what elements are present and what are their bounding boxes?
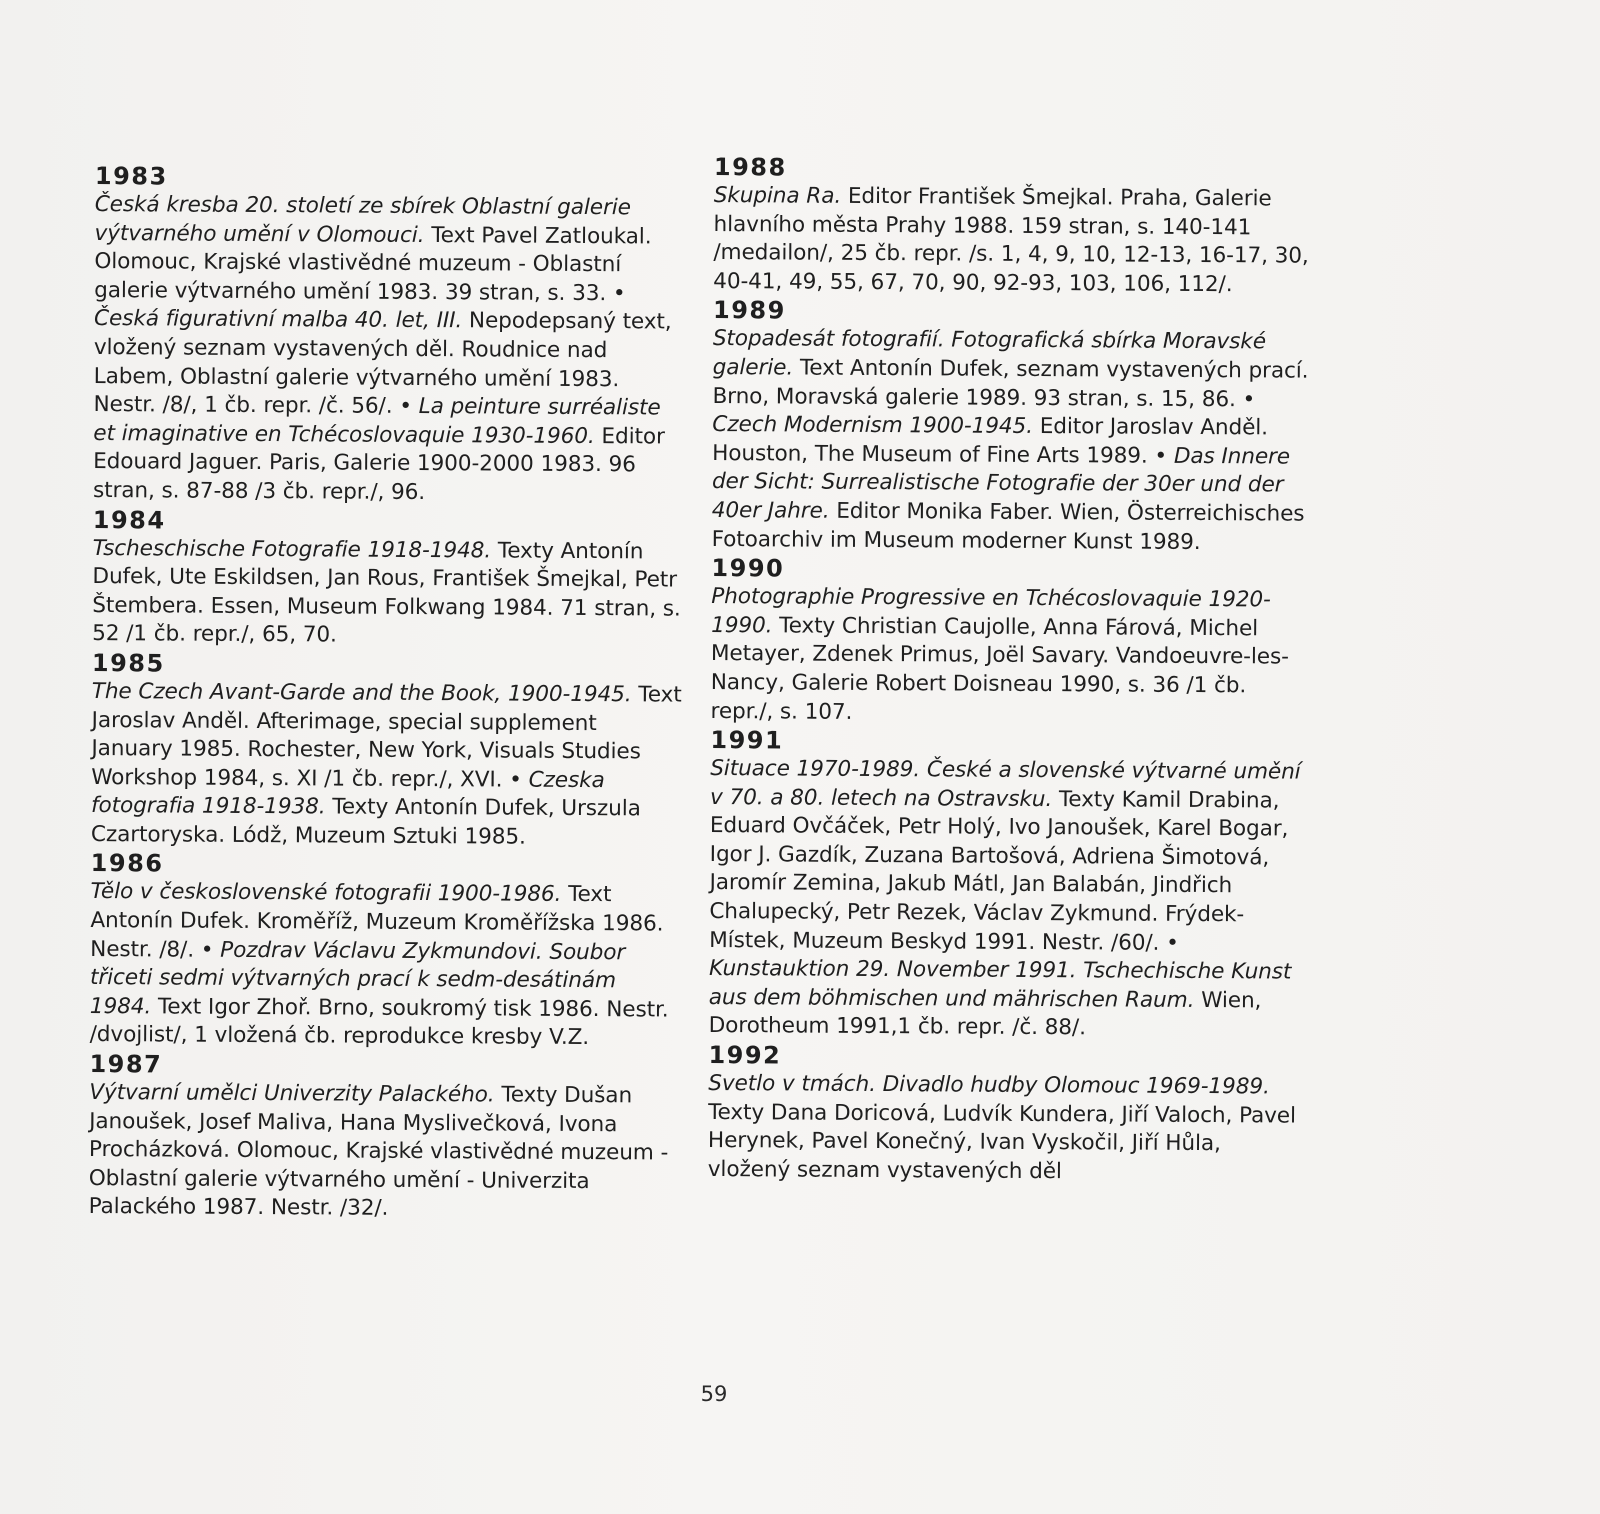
title-segment: La peinture surréaliste et imaginative en Tchécoslovaquie 1930-1960.	[93, 394, 661, 449]
title-segment: Stopadesát fotografií. Fotografická sbírka Moravské galerie.	[712, 326, 1267, 381]
title-segment: The Czech Avant-Garde and the Book, 1900-1945.	[91, 678, 632, 708]
text-segment: Texty Dušan Janoušek, Josef Maliva, Hana Myslivečková, Ivona Procházková. Olomouc, Krajské vlastivědné muzeum - Oblastní galerie výtvarného umění - Univerzita Palackého 1987. Nestr. /32/.	[88, 1082, 669, 1222]
text-segment: Texty Kamil Drabina, Eduard Ovčáček, Petr Holý, Ivo Janoušek, Karel Bogar, Igor J. Gazdík, Zuzana Bartošová, Adriena Šimotová, Jaromír Zemina, Jakub Mátl, Jan Balabán, Jindřich Chalupecký, Petr Rezek, Václav Zykmund. Frýdek-Místek, Muzeum Beskyd 1991. Nestr. /60/. •	[709, 786, 1289, 956]
entry-text	[89, 1079, 680, 1226]
entry-text	[91, 678, 682, 853]
text-segment: Text Antonín Dufek, seznam vystavených prací. Brno, Moravská galerie 1989. 93 stran, s. 15, 86. •	[712, 355, 1309, 412]
text-segment: Texty Dana Doricová, Ludvík Kundera, Jiří Valoch, Pavel Herynek, Pavel Konečný, Ivan Vyskočil, Jiří Hůla, vložený seznam vystavených děl	[707, 1099, 1296, 1184]
text-segment: Text Antonín Dufek. Kroměříž, Muzeum Kroměřížska 1986. Nestr. /8/. •	[90, 882, 664, 963]
title-segment: Tscheschische Fotografie 1918-1948.	[92, 535, 492, 563]
text-segment: Texty Antonín Dufek, Ute Eskildsen, Jan Rous, František Šmejkal, Petr Štembera. Essen, Museum Folkwang 1984. 71 stran, s. 52 /1 čb. repr./, 65, 70.	[92, 537, 681, 648]
entry-text	[92, 535, 683, 653]
year-heading: 1989	[712, 296, 786, 325]
title-segment: Pozdrav Václavu Zykmundovi. Soubor třiceti sedmi výtvarných prací k sedm-desátinám 1984.	[89, 937, 626, 1020]
right-column	[708, 153, 1314, 1188]
entry-1992	[708, 1041, 1309, 1188]
year-heading: 1988	[713, 153, 787, 182]
year-heading: 1992	[708, 1041, 782, 1070]
year-heading: 1986	[90, 849, 164, 878]
title-segment: Svetlo v tmách. Divadlo hudby Olomouc 1969-1989.	[708, 1071, 1270, 1100]
entry-1984	[92, 506, 683, 653]
entry-1989	[712, 296, 1314, 557]
text-segment: Wien, Dorotheum 1991,1 čb. repr. /č. 88/.	[708, 987, 1262, 1041]
text-segment: Editor Monika Faber. Wien, Österreichisches Fotoarchiv im Museum moderner Kunst 1989.	[711, 498, 1305, 555]
entry-1991	[709, 726, 1311, 1045]
left-column	[89, 162, 685, 1226]
text-segment: Text Jaroslav Anděl. Afterimage, special supplement January 1985. Rochester, New York, Visuals Studies Workshop 1984, s. XI /1 čb. repr./, XVI. •	[91, 682, 682, 793]
title-segment: Skupina Ra.	[713, 182, 842, 209]
text-segment: Editor Jaroslav Anděl. Houston, The Museum of Fine Arts 1989. •	[712, 414, 1269, 469]
text-segment: Editor Edouard Jaguer. Paris, Galerie 1900-2000 1983. 96 stran, s. 87-88 /3 čb. repr./, 96.	[92, 423, 665, 505]
entry-text	[93, 191, 685, 509]
title-segment: Česká figurativní malba 40. let, III.	[93, 306, 463, 334]
entry-1987	[89, 1050, 680, 1226]
year-heading: 1983	[94, 162, 168, 191]
entry-text	[90, 878, 681, 1053]
text-segment: Text Igor Zhoř. Brno, soukromý tisk 1986. Nestr. /dvojlist/, 1 vložená čb. reprodukce kresby V.Z.	[89, 994, 669, 1051]
year-heading: 1984	[92, 505, 166, 534]
entry-text	[713, 182, 1314, 300]
entry-1990	[710, 554, 1311, 730]
year-heading: 1985	[91, 648, 165, 678]
title-segment: Kunstauktion 29. November 1991. Tschechische Kunst aus dem böhmischen und mährischen Raum.	[708, 956, 1292, 1013]
text-segment: Nepodepsaný text, vložený seznam vystavených děl. Roudnice nad Labem, Oblastní galerie výtvarného umění 1983. Nestr. /8/, 1 čb. repr. /č. 56/. •	[93, 308, 672, 420]
title-segment: Česká kresba 20. století ze sbírek Oblastní galerie výtvarného umění v Olomouci.	[94, 191, 631, 248]
text-segment: Texty Christian Caujolle, Anna Fárová, Michel Metayer, Zdenek Primus, Joël Savary. Vandoeuvre-les-Nancy, Galerie Robert Doisneau 1990, s. 36 /1 čb. repr./, s. 107.	[710, 613, 1289, 725]
entry-1986	[90, 849, 681, 1053]
title-segment: Výtvarní umělci Univerzity Palackého.	[89, 1080, 495, 1108]
text-segment: Editor František Šmejkal. Praha, Galerie hlavního města Prahy 1988. 159 stran, s. 140-141 /medailon/, 25 čb. repr. /s. 1, 4, 9, 10, 12-13, 16-17, 30, 40-41, 49, 55, 67, 70, 90, 92-93, 103, 106, 112/.	[713, 183, 1309, 297]
entry-1985	[91, 649, 682, 853]
text-segment: Texty Antonín Dufek, Urszula Czartoryska. Lódž, Muzeum Sztuki 1985.	[90, 794, 641, 850]
title-segment: Das Innere der Sicht: Surrealistische Fotografie der 30er und der 40er Jahre.	[711, 443, 1291, 524]
year-heading: 1987	[89, 1050, 163, 1079]
title-segment: Tělo v československé fotografii 1900-1986.	[90, 879, 562, 908]
text-segment: Text Pavel Zatloukal. Olomouc, Krajské vlastivědné muzeum - Oblastní galerie výtvarného umění 1983. 39 stran, s. 33. •	[94, 222, 652, 307]
entry-1983	[93, 162, 685, 509]
entry-text	[710, 583, 1311, 730]
entry-text	[709, 755, 1311, 1045]
title-segment: Czech Modernism 1900-1945.	[712, 412, 1034, 440]
title-segment: Situace 1970-1989. České a slovenské výtvarné umění v 70. a 80. letech na Ostravsku.	[709, 756, 1301, 812]
title-segment: Czeska fotografia 1918-1938.	[90, 767, 605, 820]
page-number: 59	[700, 1382, 728, 1406]
year-heading: 1991	[710, 726, 784, 755]
year-heading: 1990	[711, 554, 785, 583]
title-segment: Photographie Progressive en Tchécoslovaquie 1920-1990.	[711, 584, 1271, 639]
entry-text	[712, 325, 1313, 557]
entry-1988	[713, 153, 1314, 300]
entry-text	[708, 1070, 1309, 1188]
